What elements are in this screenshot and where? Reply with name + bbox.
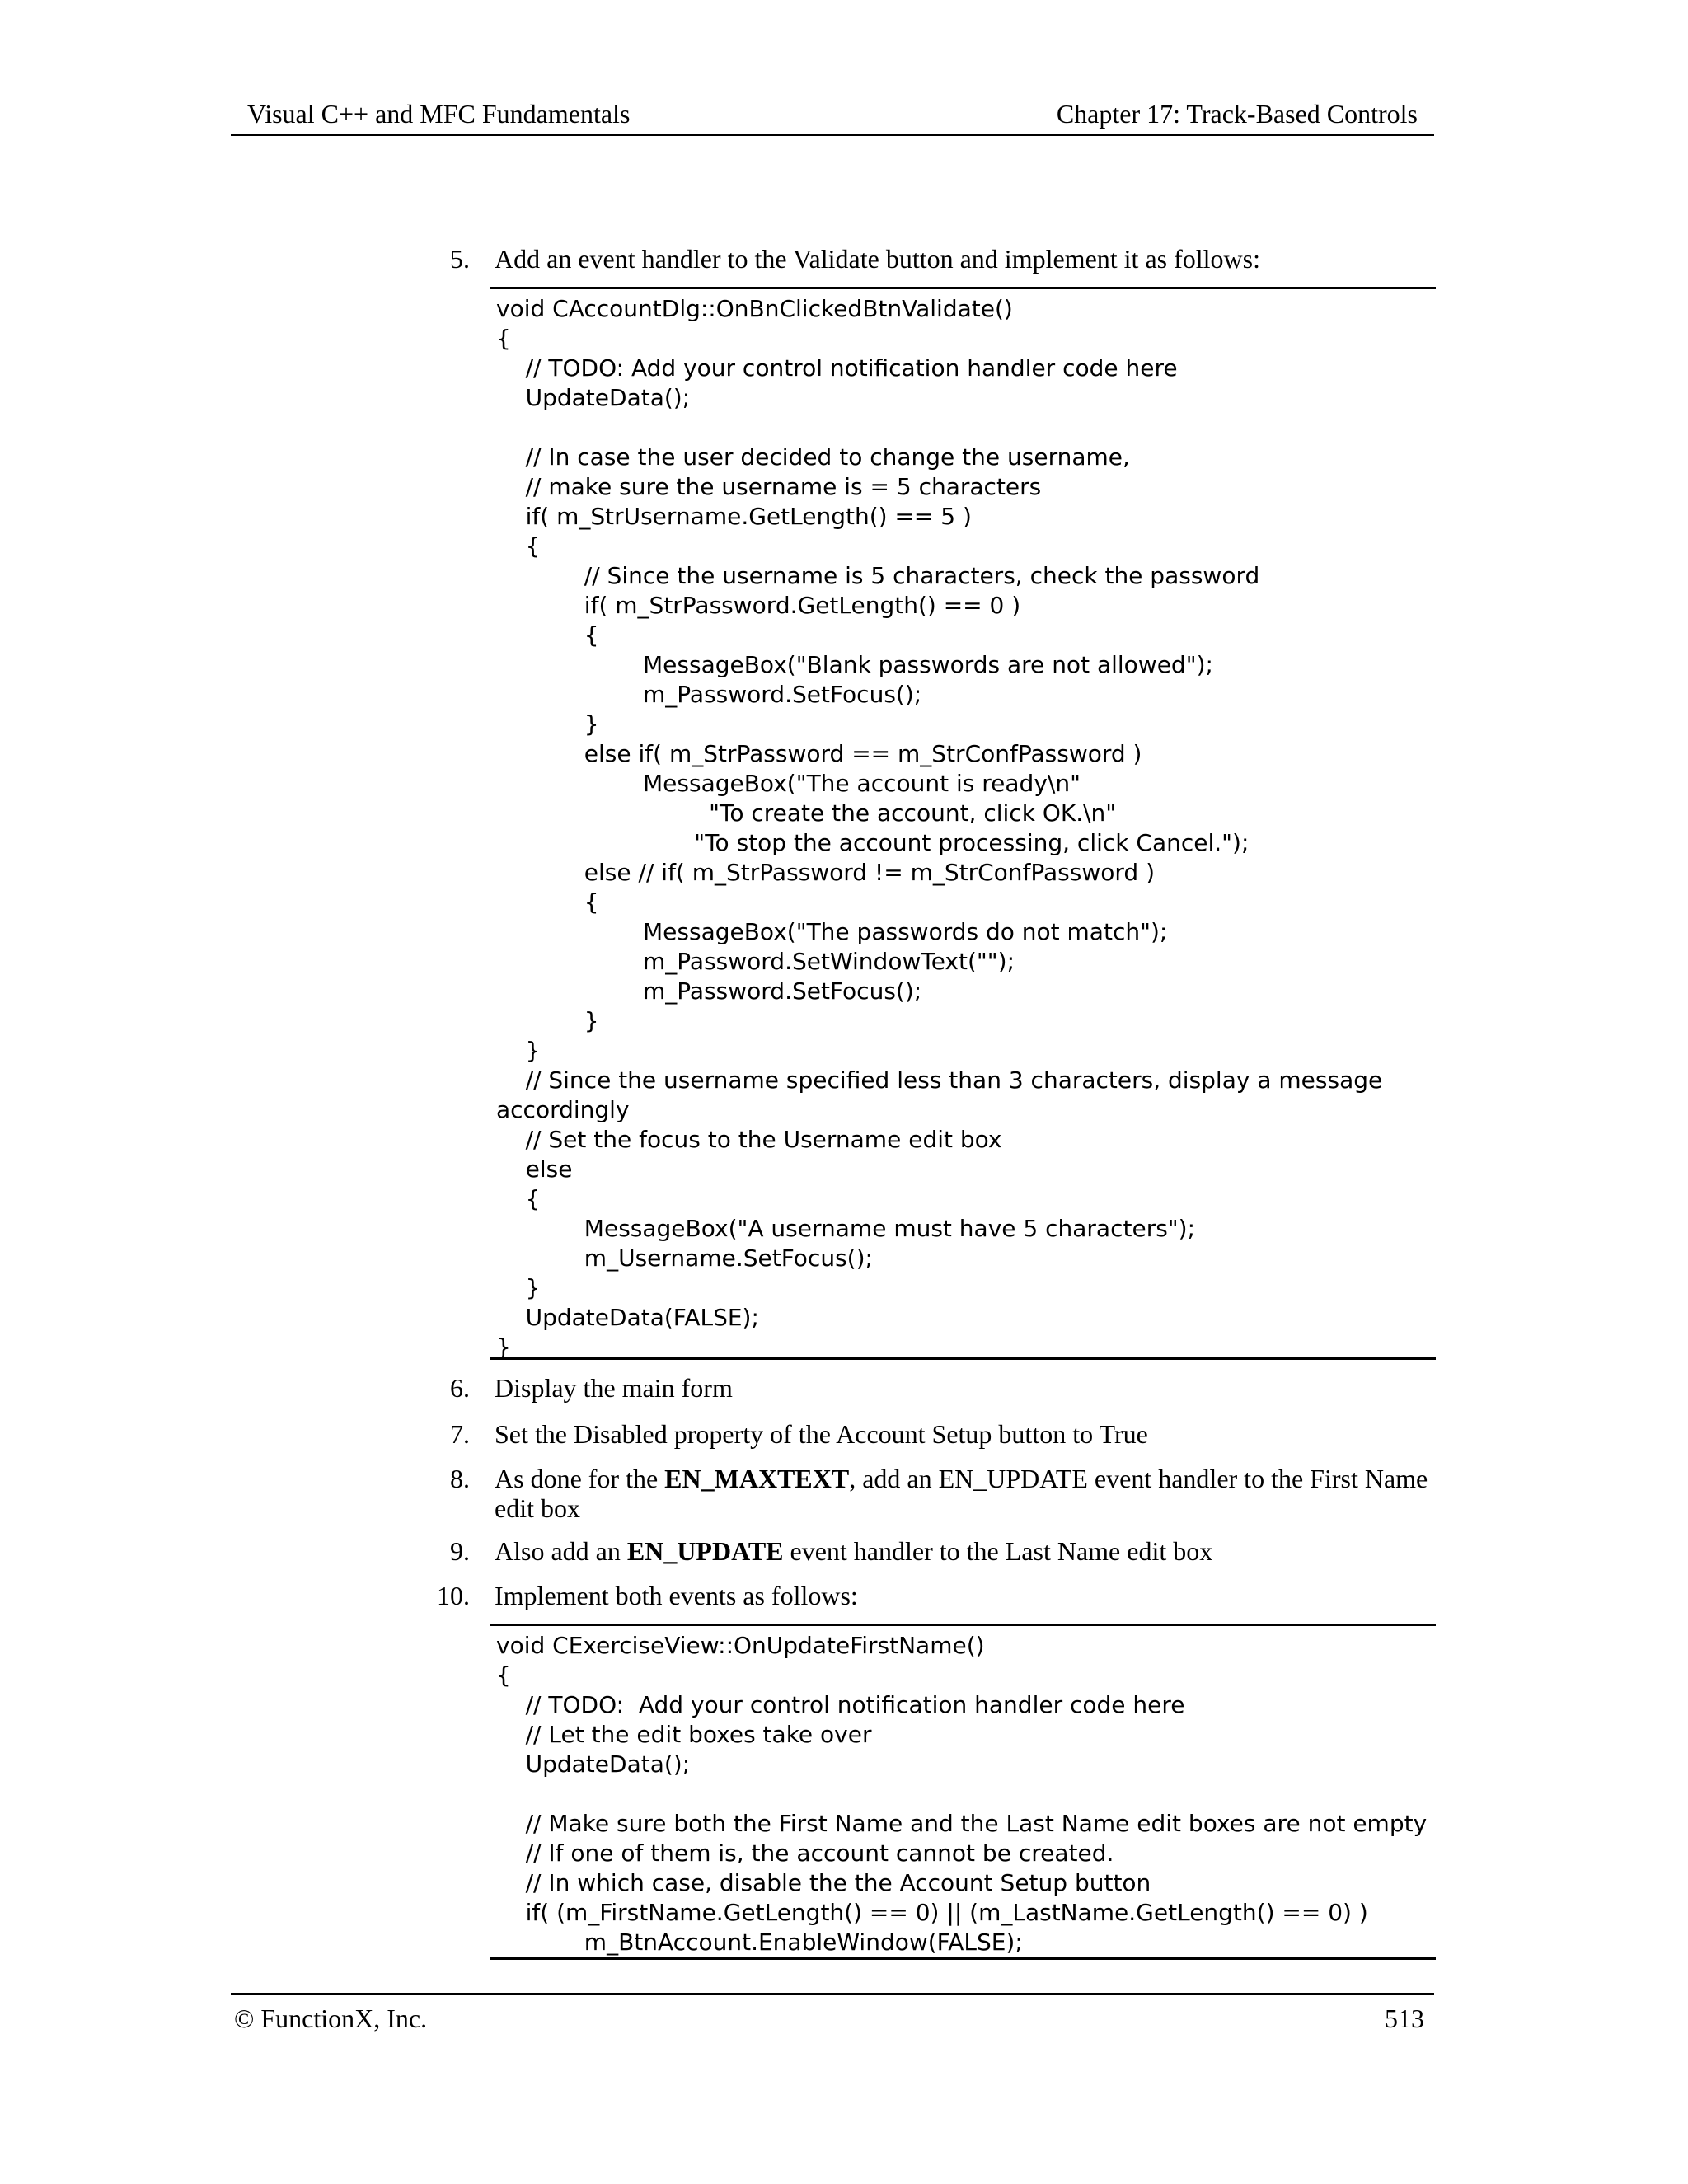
code-line: MessageBox("A username must have 5 characters"); [496, 1215, 1196, 1242]
code-line: UpdateData(FALSE); [496, 1304, 759, 1331]
book-title: Visual C++ and MFC Fundamentals [247, 99, 631, 129]
code-line: { [496, 1185, 541, 1212]
code-line: { [496, 1661, 511, 1689]
code-line: accordingly [496, 1096, 630, 1123]
code-line: m_Username.SetFocus(); [496, 1244, 873, 1272]
code-line: } [496, 1037, 541, 1064]
code-line: { [496, 325, 511, 352]
code-line: m_Password.SetFocus(); [496, 681, 922, 708]
code-line: if( (m_FirstName.GetLength() == 0) || (m_LastName.GetLength() == 0) ) [496, 1899, 1368, 1926]
code-line: MessageBox("The account is ready\n" [496, 770, 1081, 797]
code-line: void CExerciseView::OnUpdateFirstName() [496, 1632, 985, 1659]
code-line: // In which case, disable the the Account Setup button [496, 1869, 1151, 1896]
code-listing-validate [490, 287, 1436, 1360]
code-line: } [496, 710, 599, 738]
code-line: { [496, 532, 541, 560]
code-line: { [496, 621, 599, 649]
code-line: // TODO: Add your control notification handler code here [496, 1691, 1185, 1718]
code-line: // Since the username is 5 characters, check the password [496, 562, 1260, 589]
code-line: "To create the account, click OK.\n" [496, 799, 1117, 827]
keyword-en-maxtext: EN_MAXTEXT [664, 1464, 850, 1493]
code-line: // Make sure both the First Name and the Last Name edit boxes are not empty [496, 1810, 1428, 1837]
code-line: } [496, 1274, 541, 1301]
code-line: void CAccountDlg::OnBnClickedBtnValidate() [496, 295, 1013, 322]
step-number: 6. [450, 1373, 470, 1403]
step-number: 5. [450, 244, 470, 274]
code-line: // If one of them is, the account cannot be created. [496, 1840, 1114, 1867]
code-listing-update-first-name [490, 1624, 1436, 1960]
code-line: // Since the username specified less than 3 characters, display a message [496, 1066, 1383, 1094]
code-line: else if( m_StrPassword == m_StrConfPassword ) [496, 740, 1142, 767]
step-number: 7. [450, 1419, 470, 1449]
code-line: { [496, 888, 599, 916]
code-line: UpdateData(); [496, 1750, 691, 1778]
code-line: MessageBox("The passwords do not match"); [496, 918, 1168, 945]
keyword-en-update: EN_UPDATE [626, 1536, 784, 1566]
chapter-title: Chapter 17: Track-Based Controls [1056, 99, 1418, 129]
step-number: 8. [450, 1464, 470, 1493]
code-line: if( m_StrPassword.GetLength() == 0 ) [496, 592, 1021, 619]
step-text: Also add an EN_UPDATE event handler to the Last Name edit box [495, 1536, 1213, 1566]
code-line: // In case the user decided to change the username, [496, 443, 1130, 471]
code-line: m_Password.SetWindowText(""); [496, 948, 1015, 975]
step-text: Add an event handler to the Validate button and implement it as follows: [495, 244, 1260, 274]
code-line: // TODO: Add your control notification handler code here [496, 354, 1178, 382]
code-line: } [496, 1007, 599, 1034]
code-line: } [496, 1333, 511, 1361]
step-number: 9. [450, 1536, 470, 1566]
code-line: else // if( m_StrPassword != m_StrConfPassword ) [496, 859, 1155, 886]
code-line: MessageBox("Blank passwords are not allowed"); [496, 651, 1213, 678]
code-line: if( m_StrUsername.GetLength() == 5 ) [496, 503, 972, 530]
step-text: As done for the EN_MAXTEXT, add an EN_UPDATE event handler to the First Name edit box [495, 1464, 1428, 1523]
step-text: Set the Disabled property of the Account Setup button to True [495, 1419, 1148, 1449]
copyright: © FunctionX, Inc. [234, 2004, 428, 2033]
code-line: // Set the focus to the Username edit box [496, 1126, 1002, 1153]
step-number: 10. [437, 1581, 470, 1610]
code-line: else [496, 1155, 573, 1183]
code-line: // make sure the username is = 5 characters [496, 473, 1042, 500]
code-line: // Let the edit boxes take over [496, 1721, 872, 1748]
code-line: m_Password.SetFocus(); [496, 977, 922, 1005]
step-text: Implement both events as follows: [495, 1581, 858, 1610]
code-line: m_BtnAccount.EnableWindow(FALSE); [496, 1929, 1023, 1956]
page-header [231, 96, 1434, 136]
step-text: Display the main form [495, 1373, 733, 1403]
code-line: "To stop the account processing, click Cancel."); [496, 829, 1250, 856]
page-footer [231, 1993, 1434, 2041]
code-line: UpdateData(); [496, 384, 691, 411]
page-number: 513 [1385, 2004, 1424, 2033]
